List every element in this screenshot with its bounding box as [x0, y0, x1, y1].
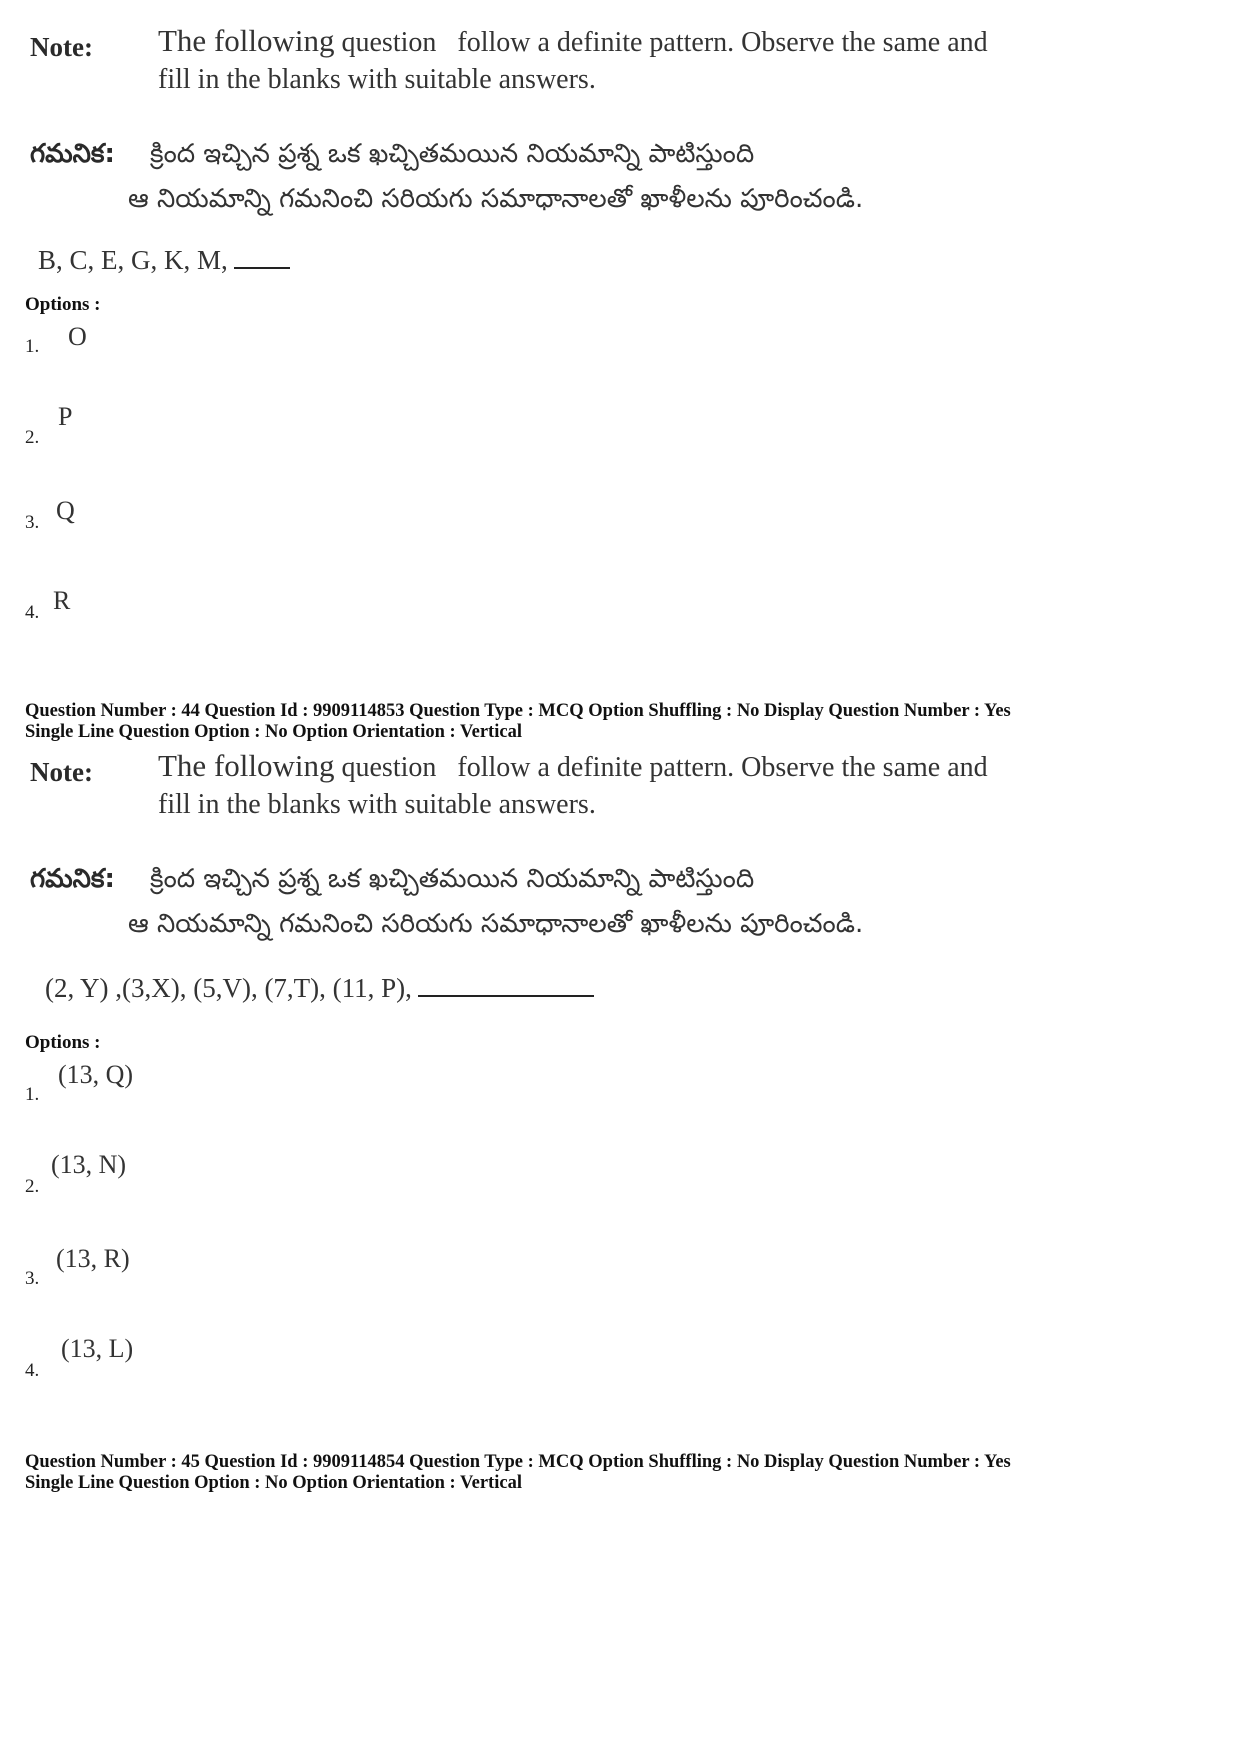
option-number: 2.	[25, 427, 40, 448]
option-value[interactable]: P	[58, 402, 73, 431]
meta-line-2: Single Line Question Option : No Option Orientation : Vertical	[25, 722, 522, 742]
note-line-2: fill in the blanks with suitable answers.	[158, 789, 596, 820]
telugu-note-line-1: క్రింద ఇచ్చిన ప్రశ్న ఒక ఖచ్చితమయిన నియమాన్ని పాటిస్తుంది	[150, 139, 755, 169]
note-line-1-rest: question follow a definite pattern. Observe the same and	[334, 752, 988, 783]
options-label: Options :	[25, 294, 101, 315]
option-number: 1.	[25, 336, 40, 357]
meta-line-1: Question Number : 45 Question Id : 9909114854 Question Type : MCQ Option Shuffling : No Display Question Number : Yes	[25, 1452, 1011, 1472]
telugu-note-line-2: ఆ నియమాన్ని గమనించి సరియగు సమాధానాలతో ఖాళీలను పూరించండి.	[128, 909, 864, 939]
series-text: B, C, E, G, K, M,	[38, 245, 228, 275]
options-label: Options :	[25, 1032, 101, 1053]
option-number: 1.	[25, 1084, 40, 1105]
note-emphasis: The following	[158, 748, 335, 783]
answer-blank	[234, 267, 290, 269]
note-line-1-rest: question follow a definite pattern. Observe the same and	[334, 27, 988, 58]
note-line-2: fill in the blanks with suitable answers.	[158, 64, 596, 95]
note-text	[158, 22, 1218, 98]
question-43-block	[0, 0, 1240, 640]
answer-blank	[418, 995, 594, 997]
question-45-meta	[25, 1452, 1011, 1494]
note-line-1	[158, 747, 1218, 786]
option-number: 3.	[25, 1268, 40, 1289]
telugu-note-label: గమనిక:	[30, 139, 115, 169]
question-44-meta	[25, 701, 1011, 743]
meta-line-1: Question Number : 44 Question Id : 9909114853 Question Type : MCQ Option Shuffling : No Display Question Number : Yes	[25, 701, 1011, 721]
option-number: 3.	[25, 512, 40, 533]
option-value[interactable]: (13, N)	[51, 1150, 127, 1179]
option-number: 4.	[25, 602, 40, 623]
telugu-note-label: గమనిక:	[30, 864, 115, 894]
series-text: (2, Y) ,(3,X), (5,V), (7,T), (11, P),	[45, 973, 412, 1003]
note-line-1	[158, 22, 1218, 61]
question-series	[38, 245, 290, 276]
telugu-note-line-2: ఆ నియమాన్ని గమనించి సరియగు సమాధానాలతో ఖాళీలను పూరించండి.	[128, 184, 864, 214]
note-label: Note:	[30, 757, 93, 787]
option-number: 2.	[25, 1176, 40, 1197]
option-value[interactable]: Q	[56, 496, 75, 525]
note-emphasis: The following	[158, 23, 335, 58]
option-value[interactable]: (13, L)	[61, 1334, 134, 1363]
question-44-block	[0, 740, 1240, 1400]
note-text	[158, 747, 1218, 823]
meta-line-2: Single Line Question Option : No Option Orientation : Vertical	[25, 1473, 522, 1493]
question-series	[45, 973, 594, 1004]
note-label: Note:	[30, 32, 93, 62]
option-value[interactable]: (13, Q)	[58, 1060, 134, 1089]
option-value[interactable]: (13, R)	[56, 1244, 130, 1273]
option-value[interactable]: O	[68, 322, 87, 351]
telugu-note-line-1: క్రింద ఇచ్చిన ప్రశ్న ఒక ఖచ్చితమయిన నియమాన్ని పాటిస్తుంది	[150, 864, 755, 894]
option-value[interactable]: R	[53, 586, 71, 615]
option-number: 4.	[25, 1360, 40, 1381]
